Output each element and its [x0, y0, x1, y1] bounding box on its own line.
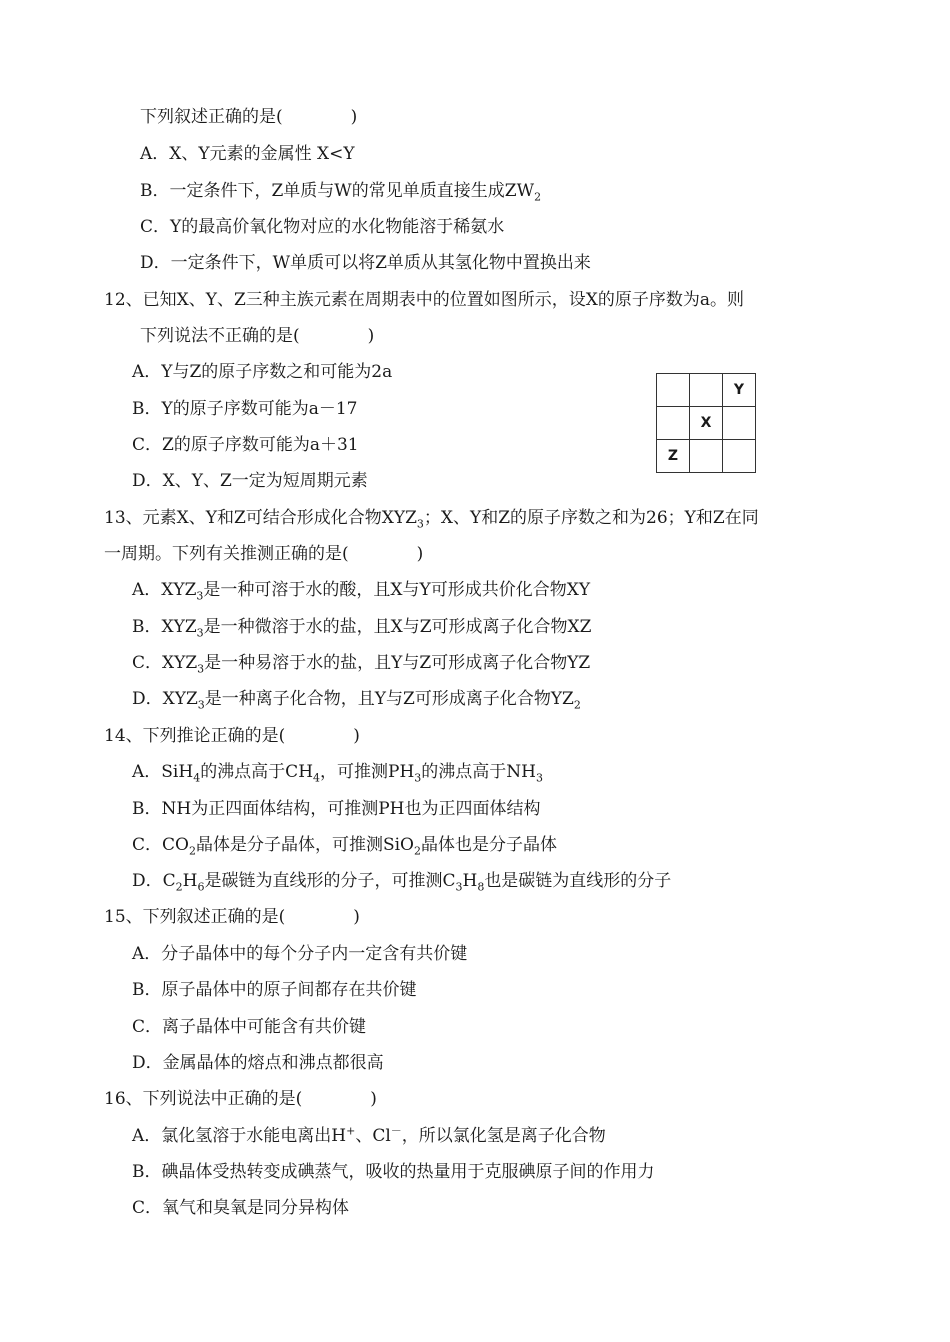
q15-option-b[interactable]: B．原子晶体中的原子间都存在共价键: [132, 980, 417, 1000]
q15-option-c[interactable]: C．离子晶体中可能含有共价键: [132, 1017, 367, 1037]
q12-option-b[interactable]: B．Y的原子序数可能为a－17: [132, 399, 358, 419]
q14-head: 14、下列推论正确的是( ): [104, 726, 360, 746]
q12-option-a[interactable]: A．Y与Z的原子序数之和可能为2a: [132, 362, 393, 382]
q15-head: 15、下列叙述正确的是( ): [104, 907, 360, 927]
grid-cell-x: X: [690, 407, 723, 440]
q14-option-d[interactable]: D．$C_2H_6$是碳链为直线形的分子，可推测$C_3H_8$也是碳链为直线形的分子: [132, 871, 672, 894]
q12-head: 12、已知X、Y、Z三种主族元素在周期表中的位置如图所示，设X的原子序数为a。则: [104, 290, 745, 310]
q13-head: 13、元素X、Y和Z可结合形成化合物$XYZ_3$；X、Y和Z的原子序数之和为26；Y和Z在同: [104, 508, 759, 531]
q11-option-c[interactable]: C．Y的最高价氧化物对应的水化物能溶于稀氨水: [140, 217, 505, 237]
grid-cell: [657, 407, 690, 440]
q11-stem: 下列叙述正确的是( ): [140, 107, 358, 127]
grid-cell: [690, 440, 723, 473]
q15-option-d[interactable]: D．金属晶体的熔点和沸点都很高: [132, 1053, 384, 1073]
q14-option-a[interactable]: A．SiH$_4$的沸点高于$CH_4$，可推测$PH_3$的沸点高于$NH_3$: [132, 762, 543, 785]
q14-option-b[interactable]: B．NH为正四面体结构，可推测PH也为正四面体结构: [132, 799, 541, 819]
q13-option-c[interactable]: C．$XYZ_3$是一种易溶于水的盐，且Y与Z可形成离子化合物YZ: [132, 653, 591, 676]
q12-option-c[interactable]: C．Z的原子序数可能为a＋31: [132, 435, 359, 455]
q11-option-d[interactable]: D．一定条件下，W单质可以将Z单质从其氢化物中置换出来: [140, 253, 591, 273]
q12-option-d[interactable]: D．X、Y、Z一定为短周期元素: [132, 471, 368, 491]
q13-option-d[interactable]: D．$XYZ_3$是一种离子化合物，且Y与Z可形成离子化合物$YZ_2$: [132, 689, 581, 712]
grid-cell: [723, 407, 756, 440]
q16-head: 16、下列说法中正确的是( ): [104, 1089, 377, 1109]
grid-cell: [690, 374, 723, 407]
q13-stem-cont: 一周期。下列有关推测正确的是( ): [104, 544, 424, 564]
q16-option-b[interactable]: B．碘晶体受热转变成碘蒸气，吸收的热量用于克服碘原子间的作用力: [132, 1162, 655, 1182]
q11-option-b[interactable]: B．一定条件下，Z单质与W的常见单质直接生成$ZW_2$: [140, 181, 542, 204]
grid-cell: [657, 374, 690, 407]
q14-option-c[interactable]: C．$CO_2$晶体是分子晶体，可推测SiO$_2$晶体也是分子晶体: [132, 835, 557, 858]
q13-option-a[interactable]: A．$XYZ_3$是一种可溶于水的酸，且X与Y可形成共价化合物XY: [132, 580, 591, 603]
q15-option-a[interactable]: A．分子晶体中的每个分子内一定含有共价键: [132, 944, 468, 964]
q16-option-a[interactable]: A．氯化氢溶于水能电离出H+、Cl－，所以氯化氢是离子化合物: [132, 1124, 606, 1146]
q12-stem-cont: 下列说法不正确的是( ): [140, 326, 375, 346]
periodic-position-grid: [656, 373, 756, 473]
q11-option-a[interactable]: A．X、Y元素的金属性 X<Y: [140, 144, 355, 164]
grid-cell-y: Y: [723, 374, 756, 407]
q16-option-c[interactable]: C．氧气和臭氧是同分异构体: [132, 1198, 350, 1218]
grid-cell-z: Z: [657, 440, 690, 473]
q13-option-b[interactable]: B．$XYZ_3$是一种微溶于水的盐，且X与Z可形成离子化合物XZ: [132, 617, 592, 640]
grid-cell: [723, 440, 756, 473]
